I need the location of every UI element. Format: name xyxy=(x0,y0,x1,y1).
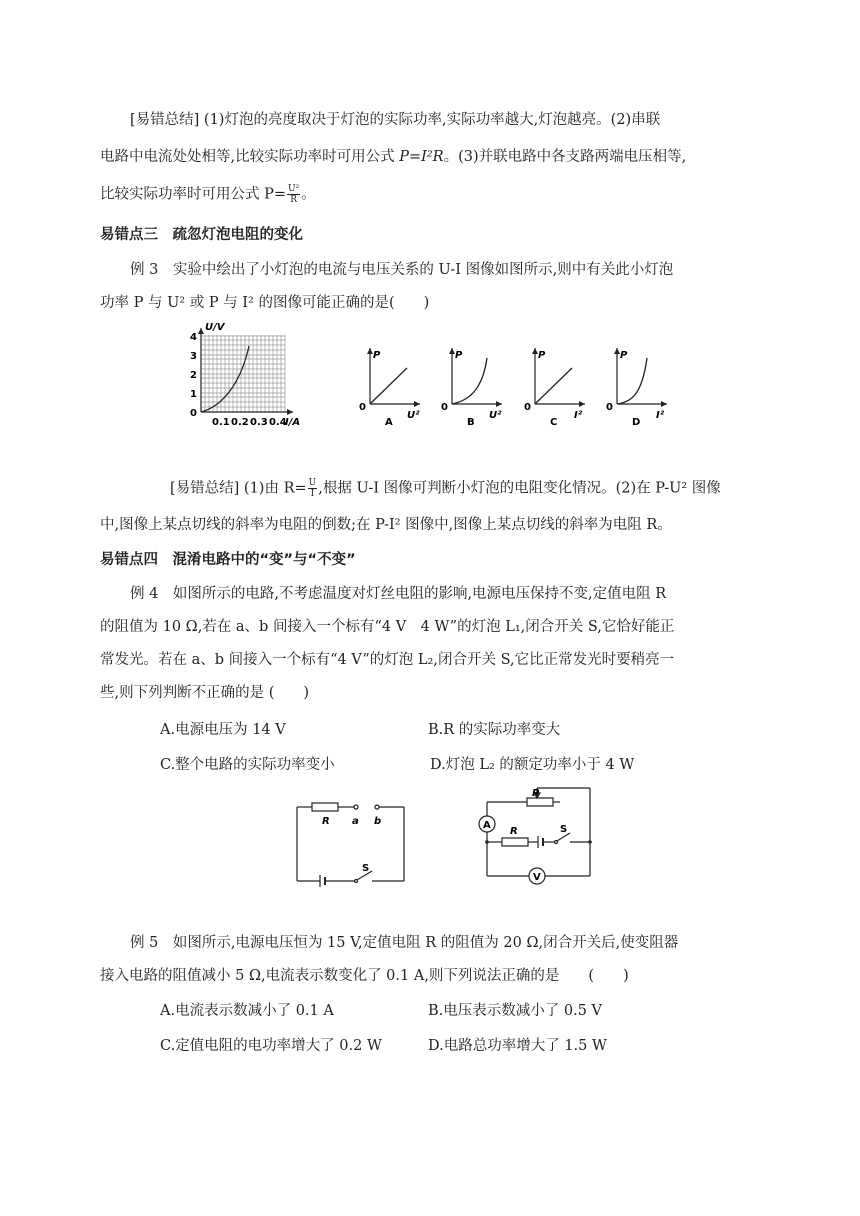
junction-dot xyxy=(588,840,592,844)
summary1-line2-b: 。(3)并联电路中各支路两端电压相等, xyxy=(443,149,687,165)
option-d: D.电路总功率增大了 1.5 W xyxy=(428,1038,607,1054)
example4-line1: 例 4 如图所示的电路,不考虑温度对灯丝电阻的影响,电源电压保持不变,定值电阻 R xyxy=(130,586,667,602)
y-tick: 2 xyxy=(190,370,197,381)
option-a: A.电源电压为 14 V xyxy=(160,722,286,738)
graph-curve xyxy=(617,358,647,404)
option-letter: A xyxy=(385,417,393,428)
label-a: a xyxy=(352,816,359,827)
x-axis-label: I/A xyxy=(285,417,301,428)
example3-line1: 例 3 实验中绘出了小灯泡的电流与电压关系的 U-I 图像如图所示,则中有关此小灯泡 xyxy=(130,262,674,278)
y-label: P xyxy=(373,350,381,361)
example4-line2: 的阻值为 10 Ω,若在 a、b 间接入一个标有“4 V 4 W”的灯泡 L₁,闭合开关 S,它恰好能正 xyxy=(100,619,675,635)
label-r: R xyxy=(322,816,330,827)
example5-line2: 接入电路的阻值减小 5 Ω,电流表示数变化了 0.1 A,则下列说法正确的是 ( ) xyxy=(100,968,629,984)
fraction-denominator: R xyxy=(290,195,297,205)
x-arrow-icon xyxy=(287,409,293,415)
option-d: D.灯泡 L₂ 的额定功率小于 4 W xyxy=(430,757,635,773)
graph-curve xyxy=(452,358,487,404)
summary2-line2: 中,图像上某点切线的斜率为电阻的倒数;在 P-I² 图像中,图像上某点切线的斜率为电阻 R。 xyxy=(100,517,672,533)
summary1-line3-a: 比较实际功率时可用公式 P= xyxy=(100,186,287,203)
y-tick: 4 xyxy=(190,332,197,343)
option-b: B.R 的实际功率变大 xyxy=(428,722,561,738)
x-tick: 0.1 xyxy=(212,417,230,428)
x-arrow-icon xyxy=(414,401,420,407)
option-graph-c xyxy=(520,338,595,428)
example4-line3: 常发光。若在 a、b 间接入一个标有“4 V”的灯泡 L₂,闭合开关 S,它比正常发光时要稍亮一 xyxy=(100,652,675,668)
x-arrow-icon xyxy=(579,401,585,407)
x-tick: 0.3 xyxy=(250,417,268,428)
option-c: C.定值电阻的电功率增大了 0.2 W xyxy=(160,1038,382,1054)
section-heading-3: 易错点三 疏忽灯泡电阻的变化 xyxy=(100,227,303,243)
y-label: P xyxy=(455,350,463,361)
fraction-numerator: U xyxy=(308,478,317,488)
summary1-line3-b: 。 xyxy=(301,186,316,203)
summary2-line1-b: ,根据 U-I 图像可判断小灯泡的电阻变化情况。(2)在 P-U² 图像 xyxy=(318,480,721,497)
voltmeter-label: V xyxy=(533,872,541,883)
origin-label: 0 xyxy=(359,402,366,413)
terminal-b xyxy=(375,805,379,809)
label-p: P xyxy=(532,788,540,799)
summary1-line2 xyxy=(100,147,686,167)
graph-line xyxy=(535,368,572,404)
label-r: R xyxy=(510,826,518,837)
summary1-line2-a: 电路中电流处处相等,比较实际功率时可用公式 xyxy=(100,149,400,165)
origin-label: 0 xyxy=(524,402,531,413)
circuit-diagram-2 xyxy=(472,784,602,884)
section-heading-4: 易错点四 混淆电路中的“变”与“不变” xyxy=(100,552,356,568)
graph-grid xyxy=(201,335,285,412)
fraction-denominator: I xyxy=(310,489,315,499)
option-a: A.电流表示数减小了 0.1 A xyxy=(160,1003,334,1019)
label-b: b xyxy=(374,816,382,827)
ammeter-label: A xyxy=(483,820,491,831)
option-graph-b xyxy=(437,338,512,428)
option-graph-a xyxy=(355,338,430,428)
circuit-diagram-1 xyxy=(292,797,412,887)
y-tick: 0 xyxy=(190,408,197,419)
origin-label: 0 xyxy=(441,402,448,413)
y-axis-label: U/V xyxy=(205,322,225,333)
example4-line4: 些,则下列判断不正确的是 ( ) xyxy=(100,685,310,701)
fraction-numerator: U² xyxy=(288,184,300,194)
example5-line1: 例 5 如图所示,电源电压恒为 15 V,定值电阻 R 的阻值为 20 Ω,闭合开关后,使变阻器 xyxy=(130,935,679,951)
resistor-r xyxy=(502,838,528,846)
x-label: U² xyxy=(489,410,502,421)
x-arrow-icon xyxy=(496,401,502,407)
rheostat xyxy=(527,798,553,806)
summary1-line3 xyxy=(100,184,316,205)
x-tick: 0.2 xyxy=(231,417,249,428)
formula-resistance-fraction xyxy=(308,478,318,499)
formula-series: P=I²R xyxy=(399,149,444,165)
y-label: P xyxy=(620,350,628,361)
y-tick: 1 xyxy=(190,389,197,400)
option-b: B.电压表示数减小了 0.5 V xyxy=(428,1003,603,1019)
x-label: I² xyxy=(656,410,665,421)
junction-dot xyxy=(485,840,489,844)
option-graph-d xyxy=(602,338,677,428)
x-label: U² xyxy=(407,410,420,421)
x-arrow-icon xyxy=(661,401,667,407)
example3-line2: 功率 P 与 U² 或 P 与 I² 的图像可能正确的是( ) xyxy=(100,295,430,311)
summary1-line1: [易错总结] (1)灯泡的亮度取决于灯泡的实际功率,实际功率越大,灯泡越亮。(2)串联 xyxy=(130,112,661,128)
option-letter: B xyxy=(467,417,475,428)
terminal-a xyxy=(354,805,358,809)
graph-line xyxy=(370,368,407,404)
summary2-line1-a: [易错总结] (1)由 R= xyxy=(170,480,307,497)
summary2-line1 xyxy=(170,478,721,499)
x-tick: 0.4 xyxy=(269,417,287,428)
option-letter: D xyxy=(632,417,641,428)
option-c: C.整个电路的实际功率变小 xyxy=(160,757,335,773)
label-s: S xyxy=(362,863,370,874)
u-i-graph xyxy=(185,322,325,427)
label-s: S xyxy=(560,824,568,835)
x-label: I² xyxy=(574,410,583,421)
option-letter: C xyxy=(550,417,558,428)
y-label: P xyxy=(538,350,546,361)
y-arrow-icon xyxy=(198,328,204,334)
y-tick: 3 xyxy=(190,351,197,362)
resistor-r xyxy=(312,803,338,811)
formula-parallel-fraction xyxy=(287,184,300,205)
origin-label: 0 xyxy=(606,402,613,413)
